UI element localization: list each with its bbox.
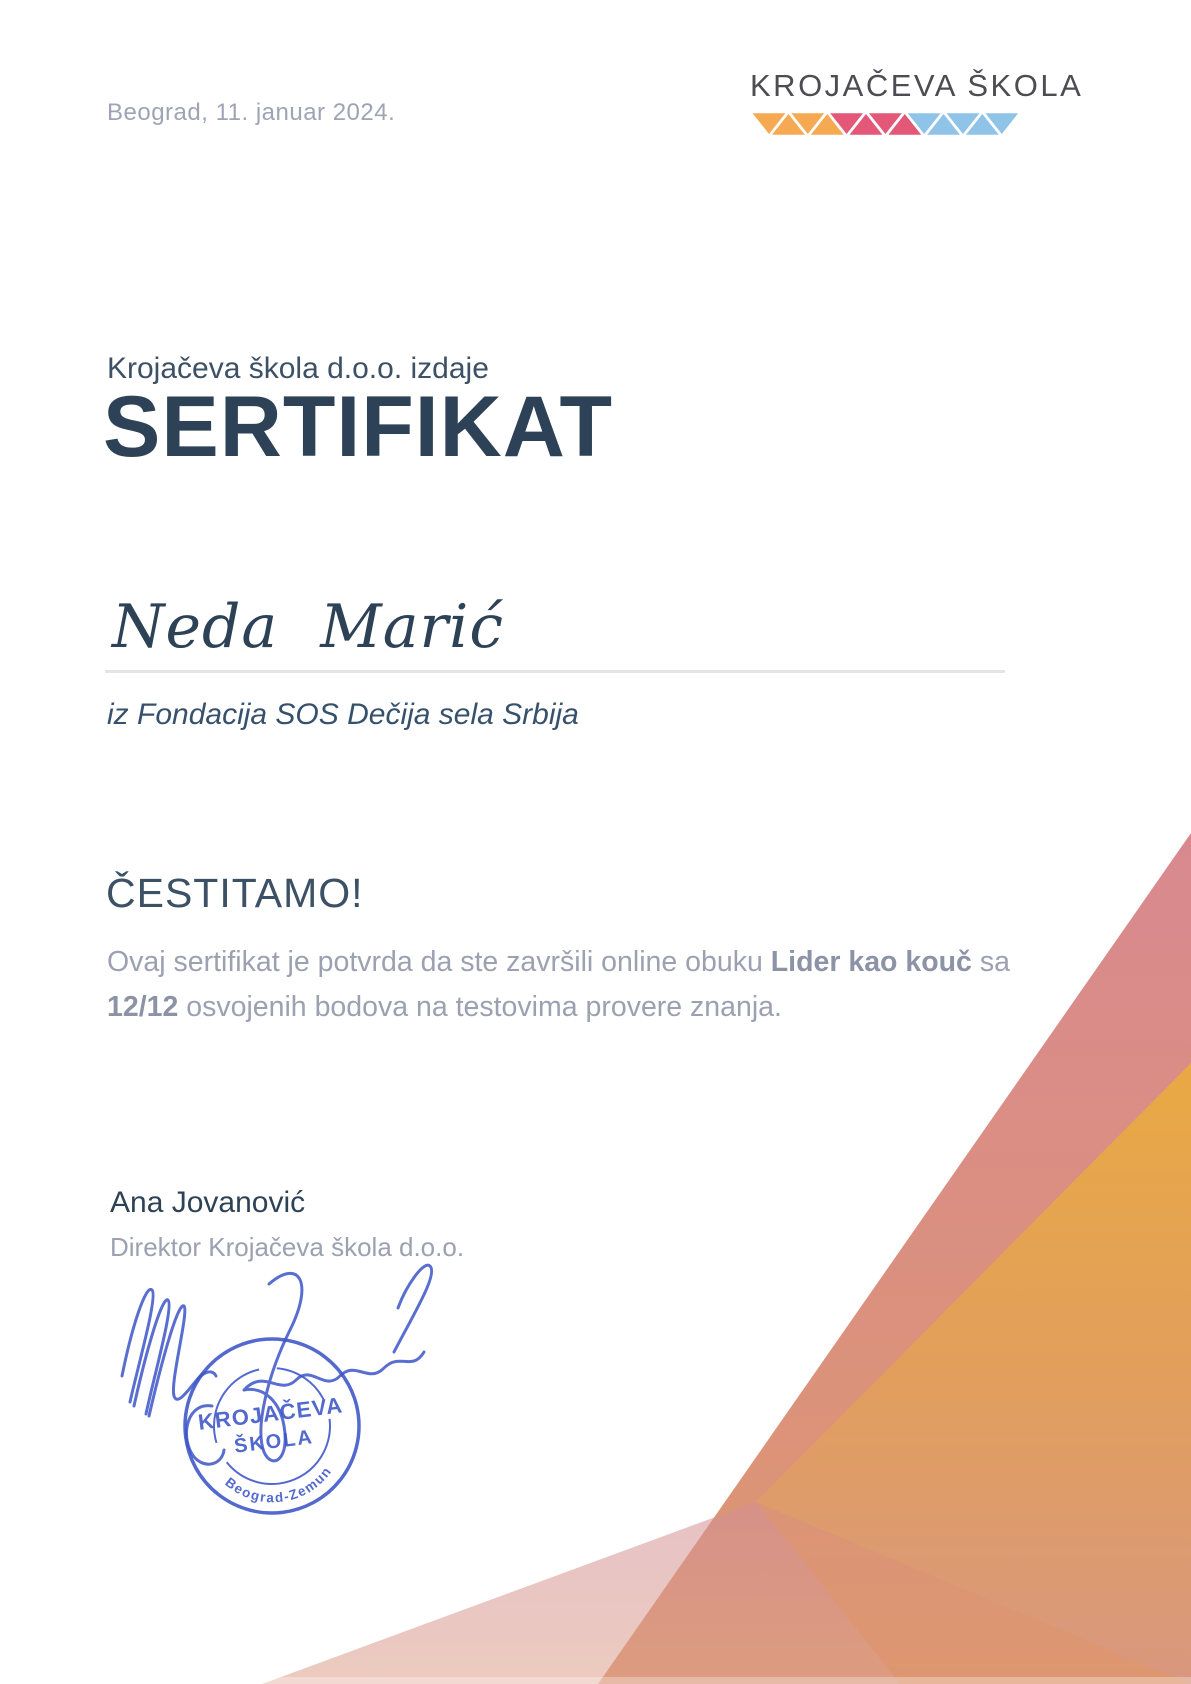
greeting-heading: ČESTITAMO! <box>106 870 364 916</box>
svg-text:Beograd-Zemun <box>221 1462 338 1512</box>
course-name: Lider kao kouč <box>770 946 972 978</box>
company-stamp-icon <box>175 1329 369 1523</box>
date-text: Beograd, 11. januar 2024. <box>107 99 396 126</box>
recipient-name: Neda Marić <box>112 592 504 662</box>
name-underline <box>105 670 1005 673</box>
logo-text: KROJAČEVA ŠKOLA <box>750 68 1084 103</box>
body-mid: sa <box>971 946 1010 978</box>
recipient-organization: iz Fondacija SOS Dečija sela Srbija <box>107 698 579 731</box>
score-value: 12/12 <box>107 991 179 1024</box>
stamp-line1: KROJAČEVA <box>196 1392 345 1435</box>
certificate-title: SERTIFIKAT <box>103 379 614 475</box>
signature-and-stamp <box>92 1258 452 1548</box>
signatory-title: Direktor Krojačeva škola d.o.o. <box>110 1232 465 1262</box>
issuer-line: Krojačeva škola d.o.o. izdaje <box>107 352 489 385</box>
body-prefix: Ovaj sertifikat je potvrda da ste završili online obuku <box>107 946 771 978</box>
signatory-name: Ana Jovanović <box>110 1186 306 1219</box>
body-paragraph <box>107 940 1012 1030</box>
stamp-arc-text: Beograd-Zemun <box>222 1463 335 1506</box>
company-logo <box>750 68 1084 138</box>
stamp-line2: ŠKOLA <box>232 1426 315 1458</box>
body-suffix: osvojenih bodova na testovima provere znanja. <box>178 991 782 1024</box>
logo-triangles-icon <box>750 111 1022 138</box>
